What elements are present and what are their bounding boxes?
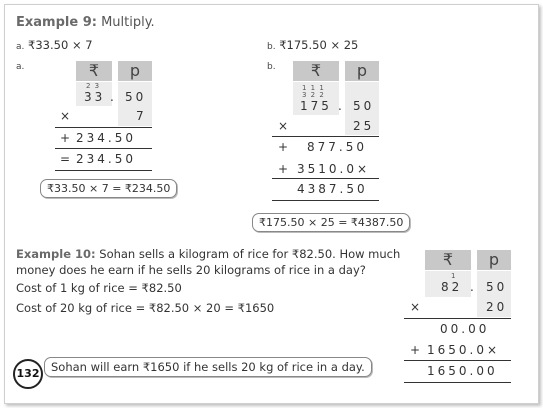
calc-a-line-2 [55, 148, 152, 149]
example10-answer: Sohan will earn ₹1650 if he sells 20 kg of rice in a day. [44, 357, 372, 377]
calc-b-paise: 50 [353, 99, 375, 113]
calc-b-line-3 [272, 200, 379, 201]
example9-label: Example 9: [16, 15, 97, 30]
calc-b-multiplier: 25 [353, 119, 375, 133]
example10-text [16, 246, 408, 263]
calc-c-times: × [410, 300, 421, 314]
calc-c-rupees: 82 [441, 280, 463, 294]
calc-b-plus-2: + [278, 162, 289, 176]
example9-a-problem [16, 38, 93, 52]
calc-b-rupee-header: ₹ [293, 61, 339, 81]
calc-b-rupees: 175 [300, 99, 332, 113]
example9-a-label: a. [16, 42, 25, 52]
calc-c-result: 1650.00 [427, 364, 498, 378]
example9-b-sub-label: b. [267, 62, 276, 72]
calc-a-line-3 [55, 170, 152, 171]
calc-b-partial-2: 3510.0× [297, 162, 371, 176]
calc-b-line-1 [272, 136, 379, 137]
calc-c-carry: 1 [451, 272, 457, 280]
calc-c-partial-1: 00.00 [440, 322, 490, 336]
calc-a-line-1 [55, 127, 152, 128]
calc-b-plus-1: + [278, 140, 289, 154]
calc-b-times: × [278, 119, 289, 133]
calc-a-result: 234.50 [76, 152, 136, 166]
calc-c-line-3 [404, 382, 511, 383]
calc-c-plus: + [410, 343, 421, 357]
example9-a-sub-label: a. [16, 62, 25, 72]
page-number: 132 [13, 359, 43, 389]
calc-a-paise: 50 [125, 90, 147, 104]
calc-a-dot: . [110, 90, 117, 104]
example9-b-label: b. [267, 42, 276, 52]
example10-cost-twenty: Cost of 20 kg of rice = ₹82.50 × 20 = ₹1650 [16, 301, 275, 315]
calc-a-rupee-header: ₹ [76, 61, 112, 81]
calc-a-paise-header: p [118, 61, 152, 81]
calc-c-line-1 [404, 318, 511, 319]
example9-instruction: Multiply. [101, 15, 155, 30]
example10-line2: money does he earn if he sells 20 kilograms of rice in a day? [16, 263, 366, 277]
calc-c-line-2 [404, 360, 511, 361]
calc-a-multiplier-cell [118, 106, 152, 126]
calc-a-times: × [60, 109, 71, 123]
calc-b-line-2 [272, 178, 379, 179]
calc-b-partial-1: 877.50 [307, 140, 367, 154]
calc-a-partial: 234.50 [76, 131, 136, 145]
calc-c-dot: . [470, 280, 477, 294]
example10-label: Example 10: [16, 247, 96, 261]
calc-c-paise-header: p [477, 250, 511, 270]
example9-b-answer: ₹175.50 × 25 = ₹4387.50 [252, 213, 410, 232]
example10-line1: Sohan sells a kilogram of rice for ₹82.50. How much [99, 247, 401, 261]
example9-a-answer: ₹33.50 × 7 = ₹234.50 [40, 179, 177, 198]
calc-a-multiplier: 7 [136, 109, 147, 123]
calc-c-rupee-header: ₹ [425, 250, 471, 270]
calc-a-rupees: 33 [84, 90, 106, 104]
calc-c-partial-2: 1650.0× [427, 343, 501, 357]
example9-a-text: ₹33.50 × 7 [28, 38, 93, 52]
calc-b-result: 4387.50 [297, 182, 368, 196]
example9-heading [16, 15, 155, 30]
calc-b-carry-bottom: 3 2 2 [302, 91, 325, 99]
calc-a-plus: + [60, 131, 71, 145]
calc-b-dot: . [338, 99, 345, 113]
calc-a-carry: 2 3 [86, 82, 101, 90]
calc-c-multiplier: 20 [486, 300, 508, 314]
example10-cost-one: Cost of 1 kg of rice = ₹82.50 [16, 281, 182, 295]
calc-c-paise: 50 [486, 280, 508, 294]
calc-a-equals: = [60, 152, 71, 166]
example9-b-problem [267, 38, 358, 52]
example9-b-text: ₹175.50 × 25 [279, 38, 359, 52]
calc-b-carry-top: 1 1 1 [302, 84, 325, 92]
calc-b-paise-header: p [345, 61, 379, 81]
